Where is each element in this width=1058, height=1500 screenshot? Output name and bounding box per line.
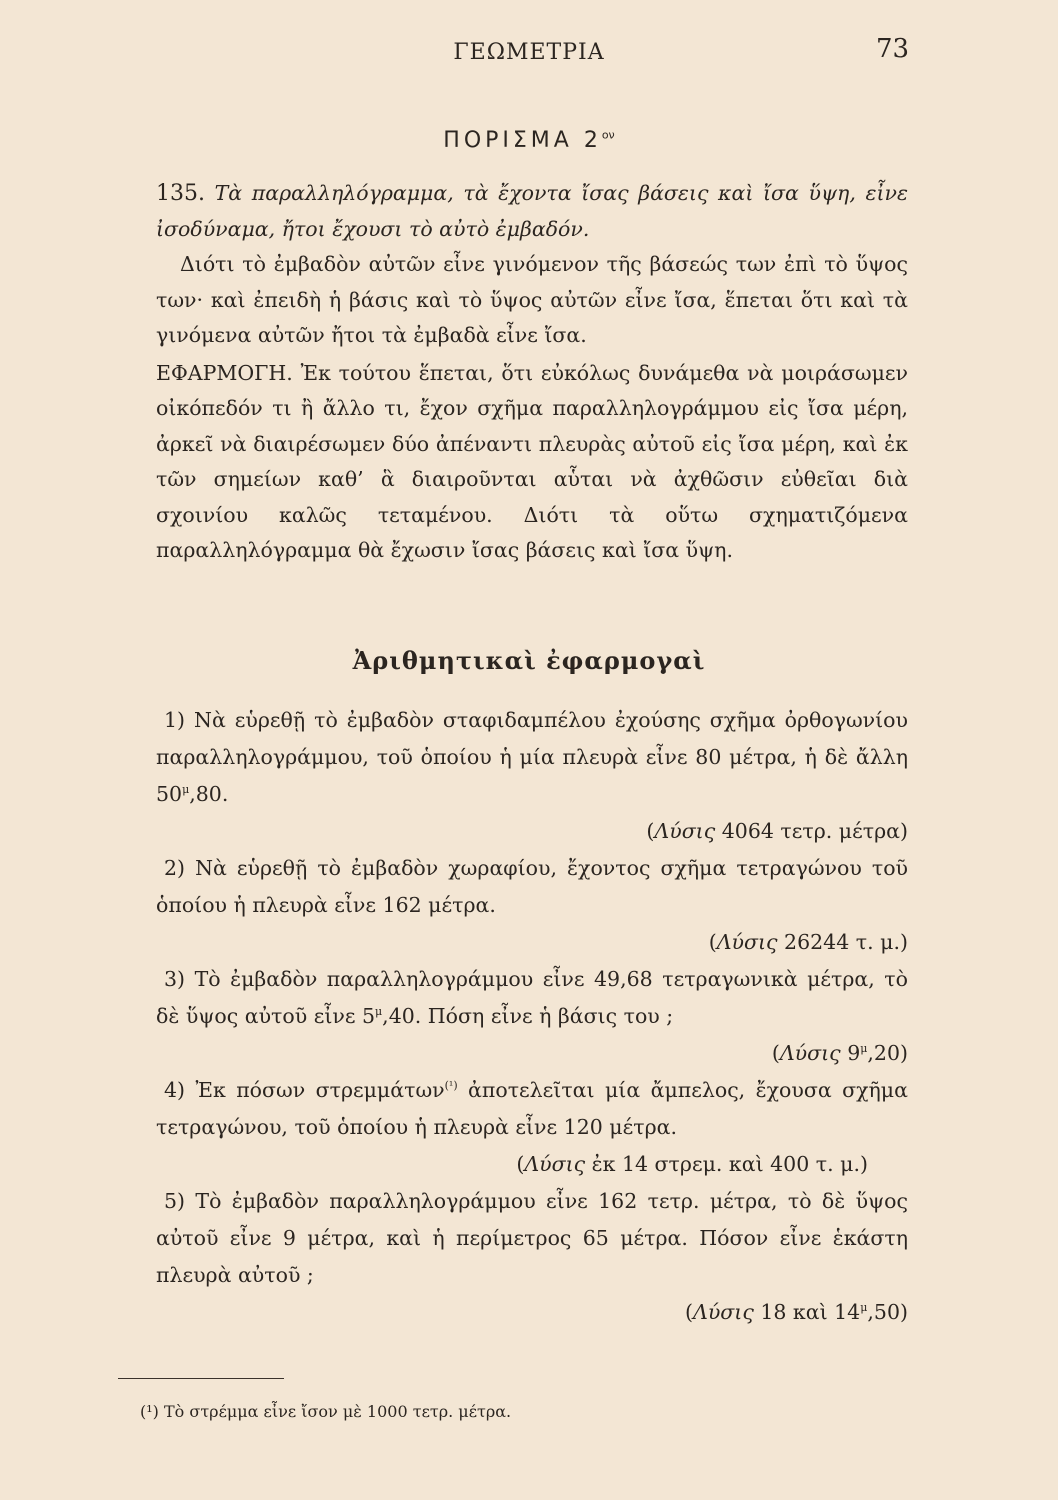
footnote-marker: (¹) [140,1402,159,1421]
footnote-rule [118,1378,284,1379]
section-heading-sup: ον [601,128,615,142]
problem-5-answer-sup: μ [860,1301,868,1315]
section-heading [0,128,1058,153]
corollary-statement-paragraph [156,176,908,247]
problem-3-answer-b: ,20) [867,1041,908,1065]
problem-1-sup: μ [182,783,190,797]
problem-5-answer-b: ,50) [867,1300,908,1324]
answer-label: Λύσις [654,819,716,843]
problem-2 [156,850,908,924]
problem-3-text-b: ,40. Πόση εἶνε ἡ βάσις του ; [382,1004,674,1028]
answer-label: Λύσις [693,1300,754,1324]
problem-3-answer-a: 9 [847,1041,861,1065]
problem-4-text-b: ἀποτελεῖται μία ἄμπελος, ἔχουσα σχῆμα τετραγώνου, τοῦ ὁποίου ἡ πλευρὰ εἶνε 120 μέτρα. [156,1078,908,1139]
answer-label: Λύσις [716,930,778,954]
problem-2-answer-value: 26244 τ. μ.) [784,930,908,954]
problem-1-answer-value: 4064 τετρ. μέτρα) [721,819,908,843]
problem-5-answer: (Λύσις 18 καὶ $14^\mu,50$) [685,1300,908,1324]
arithmetic-heading: Ἀριθμητικαὶ ἐφαρμογαὶ [352,646,706,675]
application-paragraph [156,356,908,569]
problem-4-footnote-ref: (¹) [444,1079,458,1093]
problem-4 [156,1072,908,1146]
answer-label: Λύσις [524,1152,586,1176]
problems-list [156,702,908,1331]
page-number: 73 [876,34,910,64]
application-text: Ἐκ τούτου ἕπεται, ὅτι εὐκόλως δυνάμεθα νὰ μοιράσωμεν οἰκόπεδόν τι ἢ ἄλλο τι, ἔχον σχῆμα παραλληλογράμμου εἰς ἴσα μέρη, ἀρκεῖ νὰ διαιρέσωμεν δύο ἀπέναντι πλευρὰς αὐτοῦ εἰς ἴσα μέρη, καὶ ἐκ τῶν σημείων καθ’ ἃ διαιροῦνται αὗται νὰ ἀχθῶσιν εὐθεῖαι διὰ σχοινίου καλῶς τεταμένου. Διότι τὰ οὕτω σχηματιζόμενα παραλληλόγραμμα θὰ ἔχωσιν ἴσας βάσεις καὶ ἴσα ὕψη. [156,360,908,562]
application-label: ΕΦΑΡΜΟΓΗ. [156,360,293,385]
answer-label: Λύσις [779,1041,841,1065]
problem-4-text-a: 4) Ἐκ πόσων στρεμμάτων [164,1078,445,1102]
running-title: ΓΕΩΜΕΤΡΙΑ [453,40,605,65]
corollary-statement: Τὰ παραλληλόγραμμα, τὰ ἔχοντα ἴσας βάσεις καὶ ἴσα ὕψη, εἶνε ἰσοδύναμα, ἤτοι ἔχουσι τὸ αὐτὸ ἐμβαδόν. [156,181,908,241]
problem-5 [156,1183,908,1294]
corollary-proof: Διότι τὸ ἐμβαδὸν αὐτῶν εἶνε γινόμενον τῆς βάσεώς των ἐπὶ τὸ ὕψος των· καὶ ἐπειδὴ ἡ βάσις καὶ τὸ ὕψος αὐτῶν εἶνε ἴσα, ἕπεται ὅτι καὶ τὰ γινόμενα αὐτῶν ἤτοι τὰ ἐμβαδὰ εἶνε ἴσα. [156,252,908,347]
problem-2-answer: (Λύσις 26244 τ. μ.) [708,930,908,954]
footnote [140,1402,511,1421]
problem-3-answer-sup: μ [860,1042,868,1056]
problem-3-sup: μ [375,1005,383,1019]
problem-5-answer-a: 18 καὶ 14 [760,1300,861,1324]
problem-4-answer: (Λύσις ἐκ 14 στρεμ. καὶ 400 τ. μ.) [516,1152,868,1176]
problem-3 [156,961,908,1035]
problem-3-answer: (Λύσις $9^\mu,20$) [771,1041,908,1065]
problem-5-text: 5) Τὸ ἐμβαδὸν παραλληλογράμμου εἶνε 162 τετρ. μέτρα, τὸ δὲ ὕψος αὐτοῦ εἶνε 9 μέτρα, καὶ ἡ περίμετρος 65 μέτρα. Πόσον εἶνε ἑκάστη πλευρὰ αὐτοῦ ; [156,1189,908,1287]
corollary-block [156,176,908,569]
problem-3-text-a: 3) Τὸ ἐμβαδὸν παραλληλογράμμου εἶνε 49,68 τετραγωνικὰ μέτρα, τὸ δὲ ὕψος αὐτοῦ εἶνε 5 [156,967,908,1028]
problem-1-text-b: ,80. [189,782,229,806]
problem-1 [156,702,908,813]
section-heading-text: ΠΟΡΙΣΜΑ 2 [443,128,602,153]
problem-1-text-a: 1) Νὰ εὑρεθῇ τὸ ἐμβαδὸν σταφιδαμπέλου ἐχούσης σχῆμα ὀρθογωνίου παραλληλογράμμου, τοῦ ὁποίου ἡ μία πλευρὰ εἶνε 80 μέτρα, ἡ δὲ ἄλλη 50 [156,708,908,806]
problem-4-answer-value: ἐκ 14 στρεμ. καὶ 400 τ. μ.) [591,1152,868,1176]
corollary-number: 135. [156,181,205,206]
problem-1-answer: (Λύσις 4064 τετρ. μέτρα) [646,819,908,843]
footnote-text: Τὸ στρέμμα εἶνε ἴσον μὲ 1000 τετρ. μέτρα. [164,1402,512,1421]
problem-2-text: 2) Νὰ εὑρεθῇ τὸ ἐμβαδὸν χωραφίου, ἔχοντος σχῆμα τετραγώνου τοῦ ὁποίου ἡ πλευρὰ εἶνε 162 μέτρα. [156,856,908,917]
